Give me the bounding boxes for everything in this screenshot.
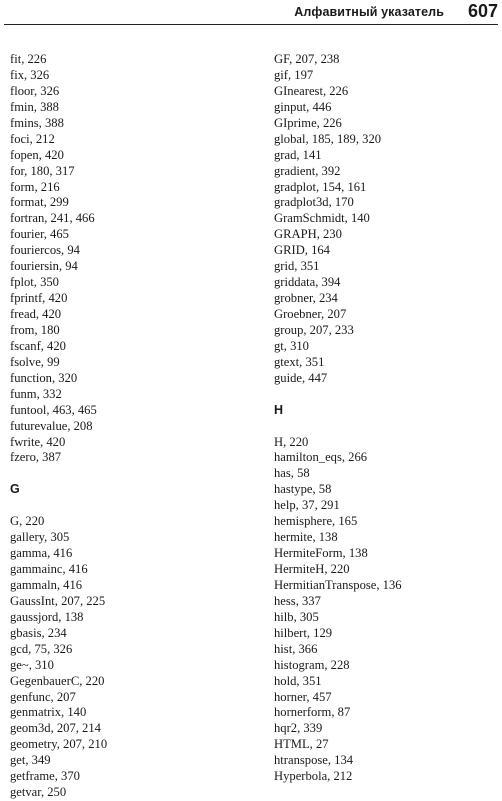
index-entry: fouriersin, 94 (10, 259, 78, 274)
index-entry: foci, 212 (10, 131, 55, 146)
index-entry: function, 320 (10, 370, 78, 385)
index-entry: GegenbauerC, 220 (10, 673, 105, 688)
index-entry: GramSchmidt, 140 (274, 211, 370, 226)
index-entry: HermitianTranspose, 136 (274, 577, 402, 592)
index-entry: G, 220 (10, 514, 45, 529)
index-entry: horner, 457 (274, 689, 332, 704)
index-entry: guide, 447 (274, 370, 328, 385)
index-entry: Groebner, 207 (274, 307, 347, 321)
index-entry: fsolve, 99 (10, 354, 60, 369)
index-entry: form, 216 (10, 179, 60, 194)
header-title: Алфавитный указатель (294, 5, 444, 19)
index-entry: hess, 337 (274, 593, 321, 608)
index-entry: gallery, 305 (10, 530, 70, 545)
index-entry: ginput, 446 (274, 99, 332, 114)
index-entry: gammaln, 416 (10, 577, 83, 592)
index-entry: fzero, 387 (10, 450, 62, 465)
index-entry: hqr2, 339 (274, 721, 323, 736)
index-entry: hold, 351 (274, 673, 322, 688)
spacer (10, 466, 240, 482)
index-column-right (274, 52, 502, 785)
index-entry: HermiteForm, 138 (274, 546, 368, 561)
index-entry: funm, 332 (10, 386, 62, 401)
index-entry: hamilton_eqs, 266 (274, 450, 368, 465)
index-entry: GRAPH, 230 (274, 227, 342, 242)
index-entry: for, 180, 317 (10, 163, 75, 178)
index-entry: hist, 366 (274, 641, 318, 656)
index-entry: hermite, 138 (274, 530, 338, 545)
index-entry: HermiteH, 220 (274, 562, 350, 576)
index-entry: fourier, 465 (10, 227, 69, 242)
index-group-g-continued (274, 52, 502, 387)
letter-heading-h: H (274, 402, 284, 417)
index-entry: GInearest, 226 (274, 83, 349, 98)
index-entry: format, 299 (10, 195, 69, 210)
index-entry: gbasis, 234 (10, 625, 67, 640)
index-entry: fmins, 388 (10, 115, 64, 130)
index-entry: global, 185, 189, 320 (274, 131, 382, 146)
index-entry: fortran, 241, 466 (10, 211, 95, 226)
index-entry: gcd, 75, 326 (10, 641, 73, 656)
index-entry: Hyperbola, 212 (274, 769, 353, 784)
index-entry: gif, 197 (274, 67, 314, 82)
index-entry: GF, 207, 238 (274, 52, 340, 66)
index-entry: from, 180 (10, 322, 60, 337)
index-entry: histogram, 228 (274, 657, 350, 672)
index-entry: gradplot, 154, 161 (274, 179, 367, 194)
spacer (274, 387, 502, 403)
index-entry: fread, 420 (10, 307, 62, 321)
index-entry: htranspose, 134 (274, 753, 354, 768)
index-entry: gtext, 351 (274, 354, 325, 369)
index-entry: funtool, 463, 465 (10, 402, 97, 417)
index-column-left (10, 52, 240, 801)
index-entry: HTML, 27 (274, 737, 329, 752)
index-entry: get, 349 (10, 753, 51, 768)
index-entry: fmin, 388 (10, 99, 59, 114)
index-entry: GRID, 164 (274, 243, 330, 258)
index-entry: grad, 141 (274, 147, 322, 162)
index-entry: floor, 326 (10, 83, 60, 98)
index-entry: getvar, 250 (10, 785, 67, 800)
index-entry: fplot, 350 (10, 275, 59, 290)
index-entry: futurevalue, 208 (10, 418, 93, 433)
index-entry: fwrite, 420 (10, 434, 66, 449)
index-entry: geometry, 207, 210 (10, 737, 108, 752)
index-entry: fscanf, 420 (10, 338, 66, 353)
index-entry: gaussjord, 138 (10, 609, 84, 624)
index-entry: GaussInt, 207, 225 (10, 593, 106, 608)
index-entry: geom3d, 207, 214 (10, 721, 101, 736)
index-entry: hilbert, 129 (274, 625, 333, 640)
index-entry: fix, 326 (10, 67, 50, 82)
page-number: 607 (467, 1, 498, 21)
index-entry: genfunc, 207 (10, 689, 76, 704)
header-rule (4, 24, 498, 25)
index-entry: fprintf, 420 (10, 291, 68, 306)
index-entry: griddata, 394 (274, 275, 341, 290)
letter-heading-g: G (10, 482, 20, 497)
index-entry: gamma, 416 (10, 546, 73, 561)
index-entry: getframe, 370 (10, 769, 80, 784)
index-entry: GIprime, 226 (274, 115, 342, 130)
index-entry: has, 58 (274, 466, 310, 481)
index-entry: gt, 310 (274, 338, 309, 353)
index-entry: fit, 226 (10, 52, 47, 66)
index-entry: grobner, 234 (274, 291, 338, 306)
index-entry: hemisphere, 165 (274, 514, 358, 529)
index-entry: hornerform, 87 (274, 705, 351, 720)
index-entry: hastype, 58 (274, 482, 332, 497)
index-entry: fopen, 420 (10, 147, 64, 162)
spacer (10, 498, 240, 514)
index-entry: gradient, 392 (274, 163, 341, 178)
index-entry: gradplot3d, 170 (274, 195, 354, 210)
index-entry: grid, 351 (274, 259, 320, 274)
running-header (0, 0, 502, 26)
index-entry: hilb, 305 (274, 609, 319, 624)
index-entry: genmatrix, 140 (10, 705, 87, 720)
index-entry: group, 207, 233 (274, 322, 354, 337)
index-entry: help, 37, 291 (274, 498, 340, 513)
index-group-f (10, 52, 240, 466)
index-group-g (10, 514, 240, 801)
index-entry: H, 220 (274, 434, 309, 449)
index-entry: fouriercos, 94 (10, 243, 80, 258)
spacer (274, 419, 502, 435)
index-entry: gammainc, 416 (10, 562, 88, 576)
index-entry: ge~, 310 (10, 657, 54, 672)
index-group-h (274, 435, 502, 786)
